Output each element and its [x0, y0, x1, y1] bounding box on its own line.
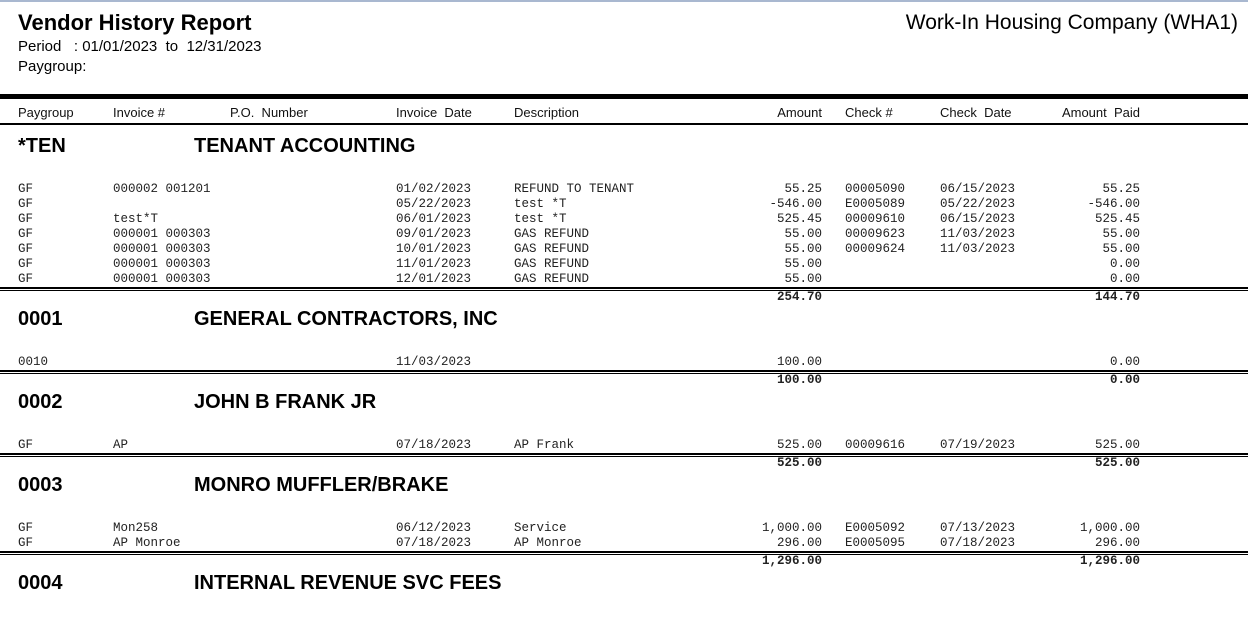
cell-check-date: 05/22/2023	[940, 197, 1016, 211]
col-paygroup: Paygroup	[18, 105, 74, 120]
cell-paygroup: GF	[18, 272, 34, 286]
cell-check-number: 00009624	[845, 242, 906, 256]
vendor-heading	[0, 304, 1248, 334]
table-row	[0, 521, 1248, 536]
cell-check-date: 07/18/2023	[940, 536, 1016, 550]
report-title: Vendor History Report	[18, 10, 252, 35]
vendor-heading	[0, 568, 1248, 598]
cell-invoice: 000001 000303	[113, 242, 211, 256]
spacer	[0, 598, 1248, 619]
spacer	[0, 500, 1248, 521]
cell-amount-paid: 0.00	[1109, 355, 1140, 369]
vendor-code: 0004	[18, 572, 63, 594]
cell-paygroup: GF	[18, 227, 34, 241]
cell-amount: 1,000.00	[761, 521, 822, 535]
cell-invoice-date: 07/18/2023	[396, 536, 472, 550]
table-row	[0, 182, 1248, 197]
table-row	[0, 257, 1248, 272]
vendor-heading	[0, 387, 1248, 417]
col-invoice: Invoice #	[113, 105, 166, 120]
vendor-name: JOHN B FRANK JR	[194, 391, 377, 413]
vendor-code: 0003	[18, 474, 63, 496]
cell-amount: 525.00	[776, 438, 822, 452]
cell-invoice-date: 06/12/2023	[396, 521, 472, 535]
spacer	[0, 334, 1248, 355]
total-amount-paid: 1,296.00	[1079, 554, 1140, 568]
cell-check-date: 11/03/2023	[940, 242, 1016, 256]
table-row	[0, 355, 1248, 370]
cell-amount: 55.00	[784, 257, 822, 271]
cell-invoice-date: 11/01/2023	[396, 257, 472, 271]
total-amount-paid: 525.00	[1094, 456, 1140, 470]
col-description: Description	[514, 105, 580, 120]
cell-invoice-date: 10/01/2023	[396, 242, 472, 256]
col-amount: Amount	[777, 105, 822, 120]
cell-invoice: AP	[113, 438, 129, 452]
column-header-rule	[0, 123, 1248, 125]
cell-invoice-date: 06/01/2023	[396, 212, 472, 226]
column-headers	[0, 105, 1248, 121]
spacer	[0, 161, 1248, 182]
vendor-name: GENERAL CONTRACTORS, INC	[194, 308, 498, 330]
table-row	[0, 242, 1248, 257]
vendor-total-row	[0, 291, 1248, 304]
company-name: Work-In Housing Company (WHA1)	[905, 11, 1238, 34]
cell-check-date: 06/15/2023	[940, 212, 1016, 226]
cell-invoice-date: 01/02/2023	[396, 182, 472, 196]
vendor-section	[0, 131, 1248, 304]
vendor-section	[0, 470, 1248, 568]
table-row	[0, 272, 1248, 287]
cell-amount: 100.00	[776, 355, 822, 369]
cell-check-date: 06/15/2023	[940, 182, 1016, 196]
cell-description: Service	[514, 521, 567, 535]
cell-check-number: 00009610	[845, 212, 906, 226]
vendor-section	[0, 387, 1248, 470]
cell-description: test *T	[514, 197, 567, 211]
cell-amount-paid: 55.25	[1102, 182, 1140, 196]
vendor-section	[0, 304, 1248, 387]
cell-paygroup: GF	[18, 257, 34, 271]
vendor-code: *TEN	[18, 135, 66, 157]
cell-check-number: E0005089	[845, 197, 906, 211]
total-amount: 525.00	[776, 456, 822, 470]
cell-description: AP Monroe	[514, 536, 582, 550]
cell-invoice: AP Monroe	[113, 536, 181, 550]
vendor-heading	[0, 470, 1248, 500]
spacer	[0, 417, 1248, 438]
cell-invoice-date: 12/01/2023	[396, 272, 472, 286]
vendor-name: MONRO MUFFLER/BRAKE	[194, 474, 449, 496]
cell-description: GAS REFUND	[514, 227, 590, 241]
cell-invoice: 000001 000303	[113, 257, 211, 271]
col-amount-paid: Amount Paid	[1061, 105, 1140, 120]
col-check-date: Check Date	[940, 105, 1012, 120]
cell-check-date: 11/03/2023	[940, 227, 1016, 241]
cell-paygroup: GF	[18, 536, 34, 550]
cell-description: GAS REFUND	[514, 242, 590, 256]
cell-description: GAS REFUND	[514, 272, 590, 286]
col-invoice-date: Invoice Date	[396, 105, 472, 120]
report-body	[0, 131, 1248, 619]
cell-amount: -546.00	[769, 197, 822, 211]
cell-check-number: 00005090	[845, 182, 906, 196]
total-amount-paid: 144.70	[1094, 290, 1140, 304]
cell-amount-paid: 55.00	[1102, 227, 1140, 241]
cell-amount: 55.00	[784, 242, 822, 256]
cell-paygroup: 0010	[18, 355, 49, 369]
vendor-total-row	[0, 374, 1248, 387]
table-row	[0, 197, 1248, 212]
cell-amount-paid: 0.00	[1109, 257, 1140, 271]
cell-invoice: 000001 000303	[113, 227, 211, 241]
cell-check-date: 07/13/2023	[940, 521, 1016, 535]
table-row	[0, 227, 1248, 242]
cell-amount-paid: 55.00	[1102, 242, 1140, 256]
cell-invoice: Mon258	[113, 521, 159, 535]
vendor-name: TENANT ACCOUNTING	[194, 135, 416, 157]
table-row	[0, 438, 1248, 453]
cell-invoice: test*T	[113, 212, 159, 226]
cell-amount: 55.00	[784, 227, 822, 241]
vendor-total-row	[0, 457, 1248, 470]
header-rule	[0, 94, 1248, 99]
total-amount: 100.00	[776, 373, 822, 387]
cell-check-date: 07/19/2023	[940, 438, 1016, 452]
vendor-total-row	[0, 555, 1248, 568]
cell-amount-paid: 0.00	[1109, 272, 1140, 286]
cell-invoice-date: 05/22/2023	[396, 197, 472, 211]
cell-paygroup: GF	[18, 182, 34, 196]
cell-amount-paid: 1,000.00	[1079, 521, 1140, 535]
cell-description: AP Frank	[514, 438, 575, 452]
cell-amount: 296.00	[776, 536, 822, 550]
cell-check-number: E0005095	[845, 536, 906, 550]
cell-amount-paid: 296.00	[1094, 536, 1140, 550]
cell-description: test *T	[514, 212, 567, 226]
cell-paygroup: GF	[18, 212, 34, 226]
cell-paygroup: GF	[18, 521, 34, 535]
table-row	[0, 212, 1248, 227]
cell-paygroup: GF	[18, 197, 34, 211]
cell-invoice: 000001 000303	[113, 272, 211, 286]
col-check-number: Check #	[845, 105, 893, 120]
cell-amount-paid: -546.00	[1087, 197, 1140, 211]
col-po-number: P.O. Number	[230, 105, 308, 120]
vendor-code: 0002	[18, 391, 63, 413]
total-amount: 254.70	[776, 290, 822, 304]
cell-paygroup: GF	[18, 242, 34, 256]
table-row	[0, 536, 1248, 551]
cell-check-number: 00009623	[845, 227, 906, 241]
total-amount: 1,296.00	[761, 554, 822, 568]
cell-invoice-date: 11/03/2023	[396, 355, 472, 369]
cell-amount-paid: 525.45	[1094, 212, 1140, 226]
vendor-name: INTERNAL REVENUE SVC FEES	[194, 572, 502, 594]
cell-invoice-date: 07/18/2023	[396, 438, 472, 452]
vendor-heading	[0, 131, 1248, 161]
cell-invoice-date: 09/01/2023	[396, 227, 472, 241]
cell-amount: 55.00	[784, 272, 822, 286]
cell-check-number: E0005092	[845, 521, 906, 535]
report-period: Period : 01/01/2023 to 12/31/2023	[18, 38, 262, 55]
report-paygroup: Paygroup:	[18, 58, 87, 75]
cell-amount: 525.45	[776, 212, 822, 226]
cell-amount: 55.25	[784, 182, 822, 196]
cell-check-number: 00009616	[845, 438, 906, 452]
vendor-code: 0001	[18, 308, 63, 330]
total-amount-paid: 0.00	[1109, 373, 1140, 387]
cell-amount-paid: 525.00	[1094, 438, 1140, 452]
cell-description: REFUND TO TENANT	[514, 182, 635, 196]
vendor-section	[0, 568, 1248, 619]
cell-paygroup: GF	[18, 438, 34, 452]
cell-invoice: 000002 001201	[113, 182, 211, 196]
cell-description: GAS REFUND	[514, 257, 590, 271]
